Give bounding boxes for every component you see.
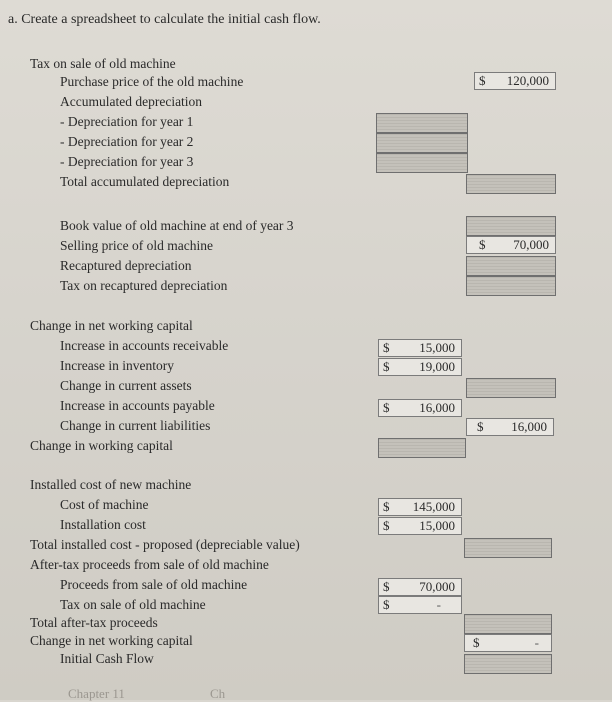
book-value-input[interactable]	[466, 216, 556, 236]
label-current-liabilities: Change in current liabilities	[60, 418, 211, 433]
change-nwc-cell[interactable]	[464, 634, 552, 652]
label-installed-cost: Installed cost of new machine	[30, 477, 192, 492]
initial-cash-flow-input[interactable]	[464, 654, 552, 674]
cell-value: -	[534, 635, 539, 650]
label-selling-price: Selling price of old machine	[60, 238, 213, 253]
label-ar: Increase in accounts receivable	[60, 338, 229, 353]
total-accum-dep-input[interactable]	[466, 174, 556, 194]
selling-price-cell[interactable]	[466, 236, 556, 254]
label-purchase-price: Purchase price of the old machine	[60, 74, 244, 89]
tax-recaptured-input[interactable]	[466, 276, 556, 296]
footer-chapter-label-2: Ch	[210, 686, 226, 701]
label-cost-of-machine: Cost of machine	[60, 497, 149, 512]
tax-on-sale-cell[interactable]	[378, 596, 462, 614]
currency-sign: $	[479, 73, 486, 88]
label-after-tax-proceeds: After-tax proceeds from sale of old machine	[30, 557, 269, 572]
dep-year-3-input[interactable]	[376, 153, 468, 173]
label-accumulated-depreciation: Accumulated depreciation	[60, 94, 203, 109]
label-dep-year-3: - Depreciation for year 3	[60, 154, 194, 169]
label-initial-cash-flow: Initial Cash Flow	[60, 651, 154, 666]
recaptured-dep-input[interactable]	[466, 256, 556, 276]
inventory-cell[interactable]	[378, 358, 462, 376]
label-total-after-tax: Total after-tax proceeds	[30, 615, 158, 630]
dep-year-1-input[interactable]	[376, 113, 468, 133]
cell-value: 120,000	[506, 73, 549, 88]
currency-sign: $	[383, 340, 390, 355]
label-installation-cost: Installation cost	[60, 517, 146, 532]
label-total-installed-cost: Total installed cost - proposed (depreciable value)	[30, 537, 300, 552]
cell-value: -	[436, 597, 441, 612]
ap-cell[interactable]	[378, 399, 462, 417]
currency-sign: $	[383, 400, 390, 415]
label-dep-year-1: - Depreciation for year 1	[60, 114, 194, 129]
cost-of-machine-cell[interactable]	[378, 498, 462, 516]
label-change-working-capital: Change in working capital	[30, 438, 173, 453]
installation-cost-cell[interactable]	[378, 517, 462, 535]
prompt-text: a. Create a spreadsheet to calculate the initial cash flow.	[8, 12, 321, 27]
dep-year-2-input[interactable]	[376, 133, 468, 153]
currency-sign: $	[383, 597, 390, 612]
current-assets-input[interactable]	[466, 378, 556, 398]
cell-value: 145,000	[412, 499, 455, 514]
cell-value: 15,000	[419, 518, 455, 533]
ar-cell[interactable]	[378, 339, 462, 357]
label-change-nwc-2: Change in net working capital	[30, 633, 193, 648]
label-recaptured-dep: Recaptured depreciation	[60, 258, 192, 273]
purchase-price-cell[interactable]	[474, 72, 556, 90]
label-tax-recaptured: Tax on recaptured depreciation	[60, 278, 228, 293]
label-ap: Increase in accounts payable	[60, 398, 215, 413]
current-liabilities-cell[interactable]	[466, 418, 554, 436]
footer-chapter-label: Chapter 11	[68, 686, 125, 701]
currency-sign: $	[473, 635, 480, 650]
proceeds-sale-cell[interactable]	[378, 578, 462, 596]
label-tax-on-sale-old: Tax on sale of old machine	[60, 597, 206, 612]
currency-sign: $	[479, 237, 486, 252]
cell-value: 15,000	[419, 340, 455, 355]
label-inventory: Increase in inventory	[60, 358, 174, 373]
currency-sign: $	[383, 518, 390, 533]
cell-value: 70,000	[419, 579, 455, 594]
total-after-tax-input[interactable]	[464, 614, 552, 634]
label-total-accum-dep: Total accumulated depreciation	[60, 174, 230, 189]
label-change-nwc: Change in net working capital	[30, 318, 193, 333]
currency-sign: $	[477, 419, 484, 434]
label-dep-year-2: - Depreciation for year 2	[60, 134, 194, 149]
label-book-value: Book value of old machine at end of year 3	[60, 218, 294, 233]
cell-value: 70,000	[513, 237, 549, 252]
label-proceeds-sale: Proceeds from sale of old machine	[60, 577, 248, 592]
label-current-assets: Change in current assets	[60, 378, 192, 393]
currency-sign: $	[383, 579, 390, 594]
currency-sign: $	[383, 499, 390, 514]
total-installed-cost-input[interactable]	[464, 538, 552, 558]
change-working-capital-input[interactable]	[378, 438, 466, 458]
cell-value: 16,000	[511, 419, 547, 434]
label-tax-on-sale: Tax on sale of old machine	[30, 56, 176, 71]
cell-value: 19,000	[419, 359, 455, 374]
currency-sign: $	[383, 359, 390, 374]
cell-value: 16,000	[419, 400, 455, 415]
